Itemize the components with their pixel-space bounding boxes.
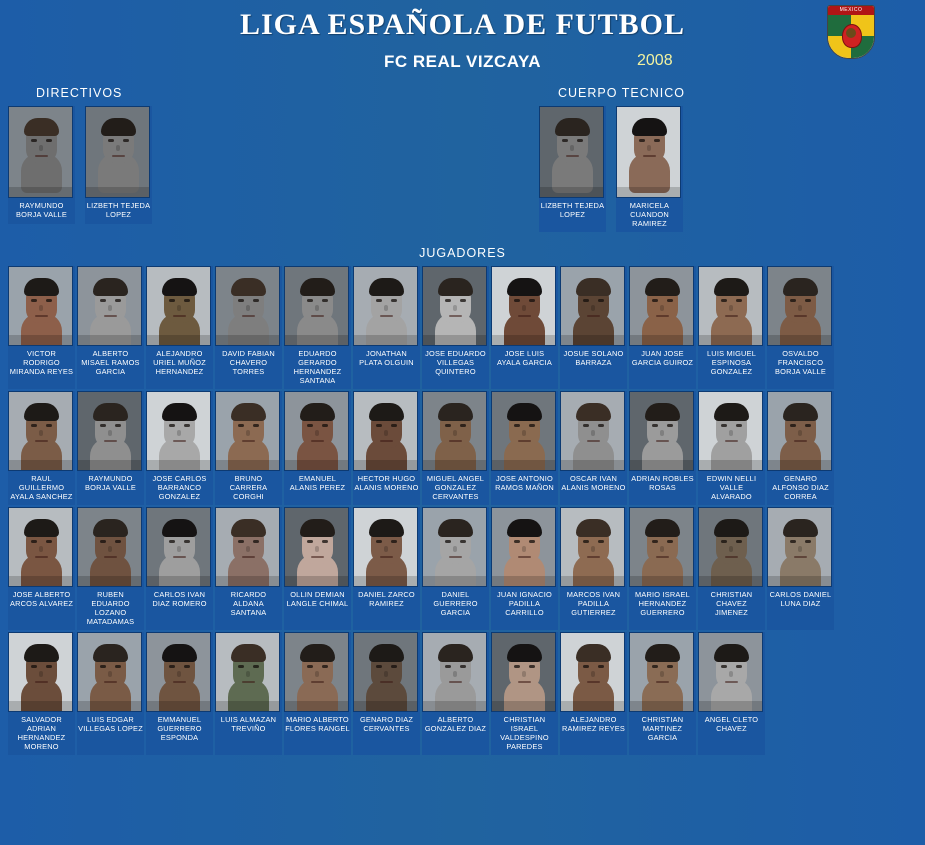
- person-card: [560, 507, 627, 630]
- page-header: [0, 0, 925, 86]
- person-photo: [146, 632, 211, 712]
- person-card: [215, 266, 282, 389]
- person-photo: [767, 266, 832, 346]
- person-photo: [215, 632, 280, 712]
- person-photo: [284, 632, 349, 712]
- person-photo: [491, 507, 556, 587]
- person-name: JONATHAN PLATA OLGUIN: [359, 349, 414, 367]
- person-photo: [616, 106, 681, 198]
- person-photo: [353, 391, 418, 471]
- person-card: [77, 391, 144, 505]
- person-photo: [629, 632, 694, 712]
- person-photo: [698, 391, 763, 471]
- person-name: MARICELA CUANDON RAMIREZ: [629, 201, 670, 228]
- person-name: RAYMUNDO BORJA VALLE: [85, 474, 136, 492]
- person-name: ALBERTO GONZALEZ DIAZ: [424, 715, 487, 733]
- person-card: [284, 391, 351, 505]
- person-photo: [422, 632, 487, 712]
- person-photo: [629, 266, 694, 346]
- person-photo: [77, 632, 142, 712]
- person-photo: [491, 632, 556, 712]
- page-title: LIGA ESPAÑOLA DE FUTBOL: [239, 8, 686, 41]
- person-card: [85, 106, 152, 224]
- person-name: EMMANUEL GUERRERO ESPONDA: [157, 715, 202, 742]
- person-photo: [422, 507, 487, 587]
- person-name: EDUARDO GERARDO HERNANDEZ SANTANA: [293, 349, 342, 385]
- person-card: [215, 507, 282, 630]
- person-photo: [77, 266, 142, 346]
- person-name: OLLIN DEMIAN LANGLE CHIMAL: [286, 590, 349, 608]
- person-photo: [629, 507, 694, 587]
- person-name: CHRISTIAN MARTINEZ GARCIA: [641, 715, 684, 742]
- person-name: LUIS MIGUEL ESPINOSA GONZALEZ: [706, 349, 757, 376]
- person-name: LIZBETH TEJEDA LOPEZ: [86, 201, 151, 219]
- person-photo: [560, 507, 625, 587]
- person-card: [491, 391, 558, 505]
- person-card: [146, 632, 213, 755]
- person-card: [698, 507, 765, 630]
- person-name: JUAN JOSE GARCIA GUIROZ: [631, 349, 694, 367]
- cuerpo-tecnico-label: CUERPO TECNICO: [558, 86, 685, 100]
- person-name: OSVALDO FRANCISCO BORJA VALLE: [775, 349, 826, 376]
- person-card: [353, 507, 420, 630]
- person-name: JUAN IGNACIO PADILLA CARRILLO: [497, 590, 552, 617]
- person-card: [698, 391, 765, 505]
- person-name: ANGEL CLETO CHAVEZ: [704, 715, 759, 733]
- person-photo: [560, 266, 625, 346]
- person-name: JOSE EDUARDO VILLEGAS QUINTERO: [425, 349, 486, 376]
- person-photo: [491, 266, 556, 346]
- person-name: JOSUE SOLANO BARRAZA: [563, 349, 624, 367]
- person-name: DAVID FABIAN CHAVERO TORRES: [222, 349, 275, 376]
- person-card: [422, 507, 489, 630]
- person-photo: [560, 632, 625, 712]
- person-name: EMANUEL ALANIS PEREZ: [289, 474, 346, 492]
- person-name: JOSE ANTONIO RAMOS MAÑON: [495, 474, 554, 492]
- person-card: [422, 632, 489, 755]
- person-card: [616, 106, 683, 232]
- person-card: [560, 632, 627, 755]
- person-card: [8, 507, 75, 630]
- person-photo: [8, 391, 73, 471]
- person-card: [560, 391, 627, 505]
- season-year: 2008: [637, 52, 673, 69]
- person-name: LUIS EDGAR VILLEGAS LOPEZ: [78, 715, 143, 733]
- person-name: CHRISTIAN CHAVEZ JIMENEZ: [710, 590, 753, 617]
- person-photo: [353, 632, 418, 712]
- person-photo: [560, 391, 625, 471]
- player-row: [8, 632, 917, 755]
- person-photo: [698, 266, 763, 346]
- jugadores-label: JUGADORES: [419, 246, 506, 260]
- directivos-group: [8, 106, 152, 224]
- person-card: [77, 266, 144, 389]
- crest-band-label: MEXICO: [828, 6, 874, 15]
- person-photo: [215, 507, 280, 587]
- person-name: LIZBETH TEJEDA LOPEZ: [540, 201, 605, 219]
- person-photo: [698, 507, 763, 587]
- person-photo: [77, 507, 142, 587]
- person-photo: [422, 391, 487, 471]
- person-card: [8, 266, 75, 389]
- person-card: [698, 632, 765, 755]
- person-card: [284, 266, 351, 389]
- person-name: VICTOR RODRIGO MIRANDA REYES: [9, 349, 74, 376]
- person-card: [767, 507, 834, 630]
- person-card: [629, 266, 696, 389]
- person-name: JOSE ALBERTO ARCOS ALVAREZ: [9, 590, 74, 608]
- person-photo: [215, 391, 280, 471]
- person-photo: [353, 266, 418, 346]
- person-name: SALVADOR ADRIAN HERNANDEZ MORENO: [17, 715, 66, 751]
- person-name: MIGUEL ANGEL GONZALEZ CERVANTES: [426, 474, 485, 501]
- player-row: [8, 266, 917, 389]
- person-card: [422, 266, 489, 389]
- person-photo: [8, 632, 73, 712]
- person-photo: [698, 632, 763, 712]
- person-photo: [215, 266, 280, 346]
- person-card: [353, 632, 420, 755]
- person-name: ALEJANDRO RAMIREZ REYES: [562, 715, 625, 733]
- person-photo: [284, 507, 349, 587]
- person-photo: [146, 507, 211, 587]
- person-photo: [629, 391, 694, 471]
- person-card: [77, 507, 144, 630]
- person-card: [767, 266, 834, 389]
- cuerpo-tecnico-group: [539, 106, 683, 232]
- person-name: MARIO ALBERTO FLORES RANGEL: [285, 715, 350, 733]
- person-card: [8, 632, 75, 755]
- person-name: GENARO DIAZ CERVANTES: [359, 715, 414, 733]
- person-name: ALEJANDRO URIEL MUÑOZ HERNANDEZ: [153, 349, 206, 376]
- person-card: [629, 391, 696, 505]
- person-name: DANIEL GUERRERO GARCIA: [433, 590, 478, 617]
- person-name: CARLOS IVAN DIAZ ROMERO: [152, 590, 207, 608]
- person-card: [146, 391, 213, 505]
- directivos-label: DIRECTIVOS: [36, 86, 123, 100]
- person-name: HECTOR HUGO ALANIS MORENO: [354, 474, 419, 492]
- person-card: [422, 391, 489, 505]
- club-name: FC REAL VIZCAYA: [383, 52, 542, 71]
- person-card: [353, 391, 420, 505]
- person-name: JOSE LUIS AYALA GARCIA: [496, 349, 553, 367]
- person-name: CARLOS DANIEL LUNA DIAZ: [769, 590, 832, 608]
- person-card: [146, 507, 213, 630]
- person-photo: [8, 266, 73, 346]
- person-card: [284, 632, 351, 755]
- person-card: [698, 266, 765, 389]
- person-card: [353, 266, 420, 389]
- person-card: [629, 507, 696, 630]
- club-row: [0, 52, 925, 72]
- person-photo: [284, 391, 349, 471]
- person-photo: [767, 507, 832, 587]
- mexico-crest-icon: [827, 5, 877, 67]
- person-name: OSCAR IVAN ALANIS MORENO: [561, 474, 626, 492]
- person-name: ALBERTO MISAEL RAMOS GARCIA: [81, 349, 140, 376]
- player-row: [8, 507, 917, 630]
- person-photo: [146, 391, 211, 471]
- person-name: ADRIAN ROBLES ROSAS: [631, 474, 694, 492]
- person-photo: [85, 106, 150, 198]
- person-photo: [491, 391, 556, 471]
- person-photo: [284, 266, 349, 346]
- person-name: JOSE CARLOS BARRANCO GONZALEZ: [152, 474, 207, 501]
- staff-section: [0, 86, 925, 246]
- person-card: [8, 106, 75, 224]
- person-name: RAYMUNDO BORJA VALLE: [16, 201, 67, 219]
- person-photo: [539, 106, 604, 198]
- person-card: [77, 632, 144, 755]
- person-name: RICARDO ALDANA SANTANA: [230, 590, 267, 617]
- person-card: [284, 507, 351, 630]
- person-name: EDWIN NELLI VALLE ALVARADO: [706, 474, 757, 501]
- person-name: CHRISTIAN ISRAEL VALDESPINO PAREDES: [500, 715, 549, 751]
- person-name: LUIS ALMAZAN TREVIÑO: [220, 715, 277, 733]
- person-card: [767, 391, 834, 505]
- person-card: [146, 266, 213, 389]
- person-name: DANIEL ZARCO RAMIREZ: [358, 590, 415, 608]
- person-photo: [8, 507, 73, 587]
- person-card: [8, 391, 75, 505]
- person-card: [491, 507, 558, 630]
- person-card: [560, 266, 627, 389]
- person-card: [629, 632, 696, 755]
- person-photo: [77, 391, 142, 471]
- person-card: [215, 632, 282, 755]
- person-name: MARIO ISRAEL HERNANDEZ GUERRERO: [635, 590, 690, 617]
- person-name: RUBEN EDUARDO LOZANO MATADAMAS: [86, 590, 135, 626]
- person-photo: [767, 391, 832, 471]
- person-card: [539, 106, 606, 232]
- players-grid: [0, 266, 925, 755]
- person-name: BRUNO CARRERA CORGHI: [229, 474, 268, 501]
- person-name: RAUL GUILLERMO AYALA SANCHEZ: [10, 474, 73, 501]
- person-name: GENARO ALFONSO DIAZ CORREA: [772, 474, 829, 501]
- person-card: [491, 632, 558, 755]
- player-row: [8, 391, 917, 505]
- person-card: [491, 266, 558, 389]
- person-card: [215, 391, 282, 505]
- person-photo: [146, 266, 211, 346]
- person-photo: [353, 507, 418, 587]
- person-photo: [422, 266, 487, 346]
- person-photo: [8, 106, 73, 198]
- person-name: MARCOS IVAN PADILLA GUTIERREZ: [566, 590, 621, 617]
